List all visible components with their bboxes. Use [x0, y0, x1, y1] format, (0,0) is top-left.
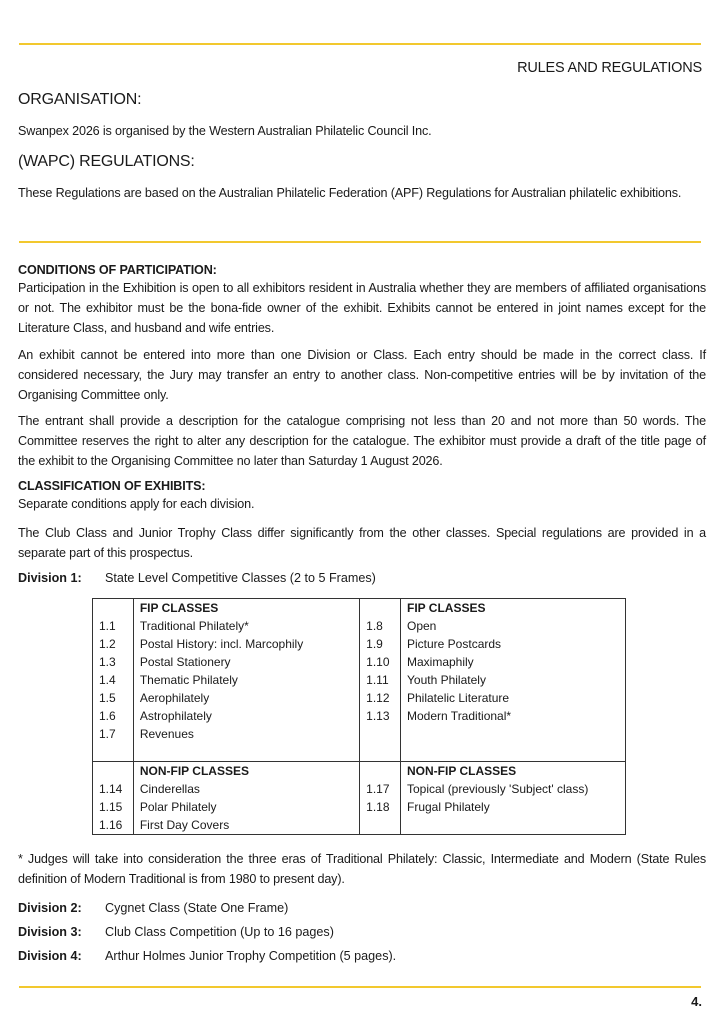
division-text: Arthur Holmes Junior Trophy Competition (5 pages).	[105, 949, 397, 963]
fip-header-left: FIP CLASSES	[133, 599, 359, 618]
top-rule	[19, 43, 701, 45]
wapc-heading: (WAPC) REGULATIONS:	[18, 153, 195, 170]
conditions-paragraph-3: The entrant shall provide a description for the catalogue comprising not less than 20 and not more than 50 words. The Committee reserves the right to alter any description for the catalogue. The exhibitor must provide a draft of the title page of the exhibit to the Organising Committee no later than Saturday 1 August 2026.	[18, 414, 706, 468]
organisation-heading: ORGANISATION:	[18, 91, 142, 108]
conditions-heading: CONDITIONS OF PARTICIPATION:	[18, 263, 217, 277]
division-label: Division 2:	[18, 901, 82, 915]
table-row: 1.2 Postal History: incl. Marcophily 1.9 Picture Postcards	[93, 635, 626, 653]
classification-paragraph-2: The Club Class and Junior Trophy Class differ significantly from the other classes. Special regulations are provided in a separate part of this prospectus.	[18, 526, 706, 560]
division-text: State Level Competitive Classes (2 to 5 Frames)	[105, 571, 376, 585]
table-row: 1.5 Aerophilately 1.12 Philatelic Literature	[93, 689, 626, 707]
table-row: 1.14 Cinderellas 1.17 Topical (previously 'Subject' class)	[93, 780, 626, 798]
footnote: * Judges will take into consideration the three eras of Traditional Philately: Classic, Intermediate and Modern (State Rules definition of Modern Traditional is from 1980 to present day).	[18, 852, 706, 886]
division-text: Club Class Competition (Up to 16 pages)	[105, 925, 334, 939]
table-row: 1.7 Revenues	[93, 725, 626, 743]
classes-table	[92, 598, 626, 835]
classification-paragraph-1: Separate conditions apply for each division.	[18, 497, 255, 511]
nonfip-header-left: NON-FIP CLASSES	[133, 762, 359, 781]
division-label: Division 4:	[18, 949, 82, 963]
conditions-paragraph-1: Participation in the Exhibition is open to all exhibitors resident in Australia whether they are members of affiliated organisations or not. The exhibitor must be the bona-fide owner of the exhibit. Exhibits cannot be entered in joint names except for the Literature Class, and husband and wife entries.	[18, 281, 706, 335]
nonfip-header-right: NON-FIP CLASSES	[401, 762, 626, 781]
division-label: Division 3:	[18, 925, 82, 939]
table-row: 1.16 First Day Covers	[93, 816, 626, 835]
division-4	[18, 949, 396, 963]
fip-header-right: FIP CLASSES	[401, 599, 626, 618]
table-row: 1.4 Thematic Philately 1.11 Youth Philately	[93, 671, 626, 689]
table-row: 1.3 Postal Stationery 1.10 Maximaphily	[93, 653, 626, 671]
page-number: 4.	[691, 994, 702, 1009]
section-rule	[19, 241, 701, 243]
table-row: 1.6 Astrophilately 1.13 Modern Traditional*	[93, 707, 626, 725]
wapc-text: These Regulations are based on the Australian Philatelic Federation (APF) Regulations for Australian philatelic exhibitions.	[18, 186, 682, 200]
page-header-title: RULES AND REGULATIONS	[517, 60, 702, 76]
classification-heading: CLASSIFICATION OF EXHIBITS:	[18, 479, 206, 493]
conditions-paragraph-2: An exhibit cannot be entered into more than one Division or Class. Each entry should be made in the correct class. If considered necessary, the Jury may transfer an entry to another class. Non-competitive entries will be by invitation of the Organising Committee only.	[18, 348, 706, 402]
division-2	[18, 901, 288, 915]
division-1	[18, 571, 376, 585]
division-text: Cygnet Class (State One Frame)	[105, 901, 289, 915]
table-row: 1.1 Traditional Philately* 1.8 Open	[93, 617, 626, 635]
division-label: Division 1:	[18, 571, 82, 585]
organisation-text: Swanpex 2026 is organised by the Western Australian Philatelic Council Inc.	[18, 124, 432, 138]
division-3	[18, 925, 334, 939]
table-row: 1.15 Polar Philately 1.18 Frugal Philately	[93, 798, 626, 816]
bottom-rule	[19, 986, 701, 988]
